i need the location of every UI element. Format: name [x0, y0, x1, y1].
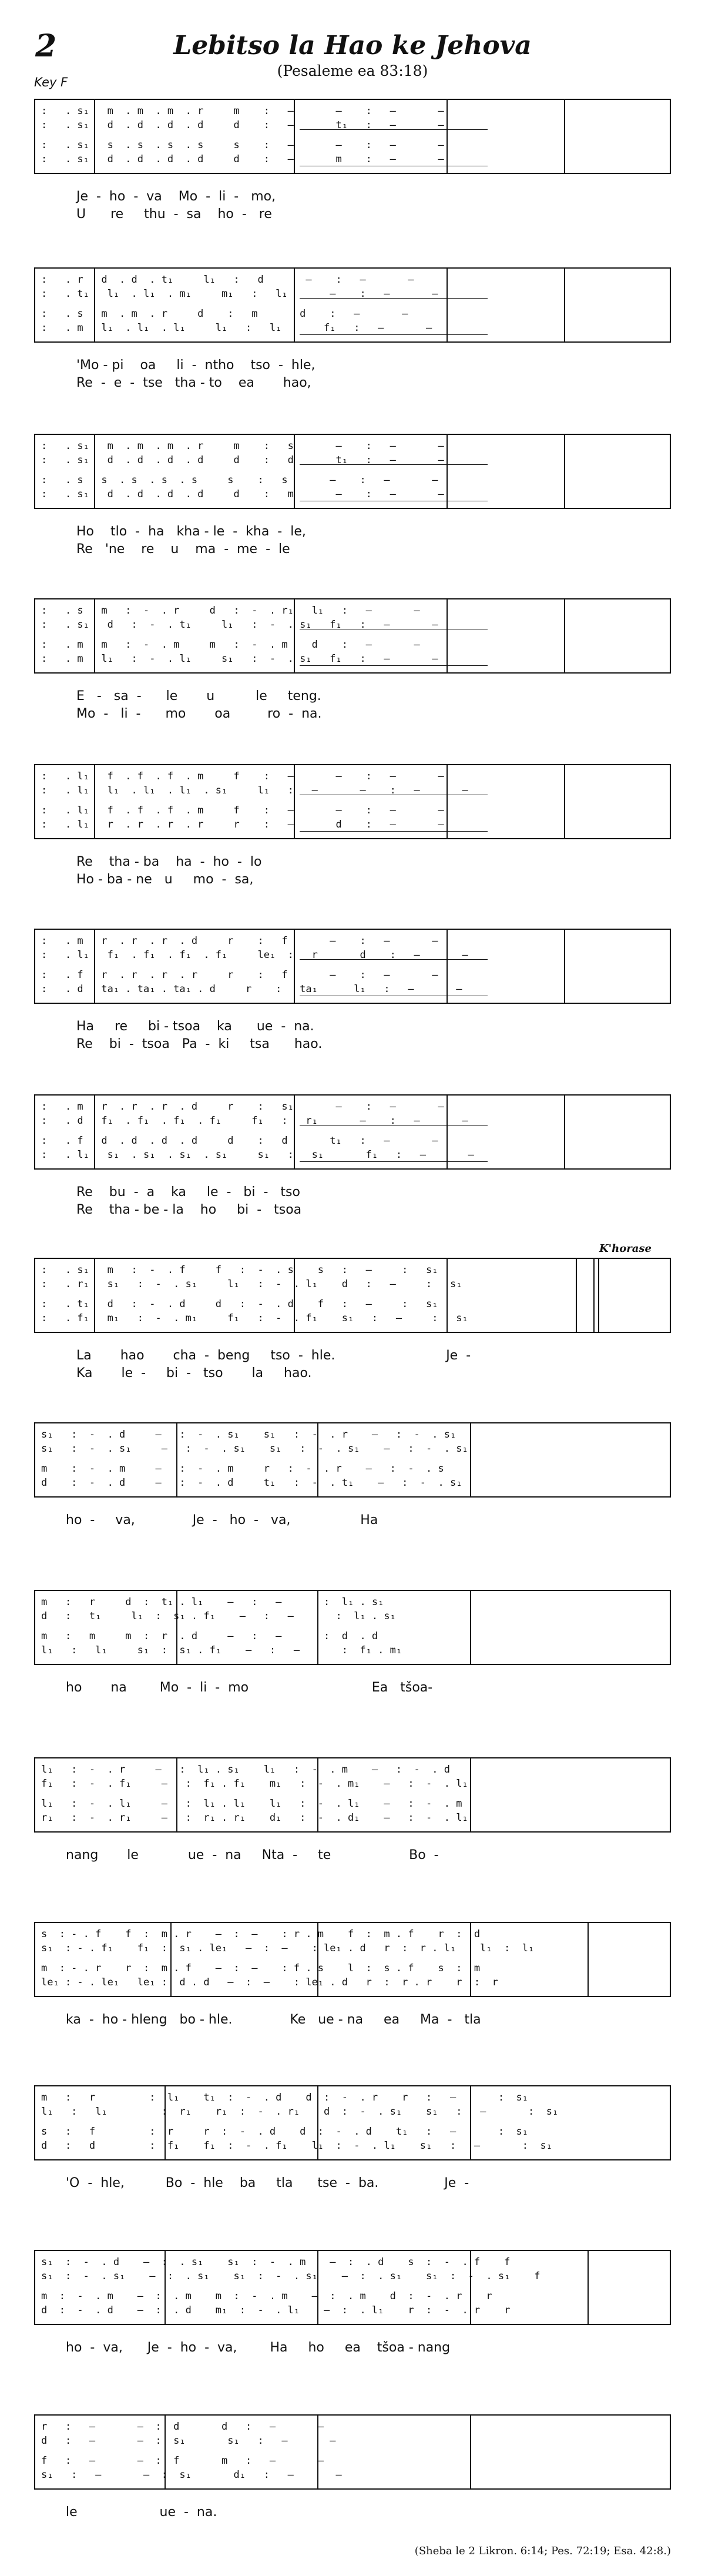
score-system: [0, 1590, 705, 1731]
soprano-row: : . s₁ m . m . m . r m : s — : — —: [41, 440, 444, 452]
lyric-line: Je - ho - va Mo - li - mo,: [76, 189, 276, 204]
tenor-row: s : f : r r : - . d d : - . d t₁ : — : s₁: [41, 2126, 529, 2138]
tonic-solfa-staff: [34, 1258, 671, 1333]
barline: [94, 765, 95, 838]
barline: [94, 269, 95, 341]
lyric-line: nang le ue - na Nta - te Bo -: [66, 1848, 439, 1863]
tie-line: [300, 665, 488, 666]
score-system: [0, 2250, 705, 2391]
tonic-solfa-staff: [34, 764, 671, 839]
barline: [94, 435, 95, 508]
barline: [294, 1096, 295, 1168]
bass-row: : . l₁ s₁ . s₁ . s₁ . s₁ s₁ : s₁ f₁ : — —: [41, 1149, 474, 1161]
barline: [470, 1591, 471, 1664]
tonic-solfa-staff: [34, 1590, 671, 1665]
bass-row: : . m l₁ : - . l₁ s₁ : - . s₁ f₁ : — —: [41, 653, 438, 665]
bass-row: l₁ : l₁ s₁ : s₁ . f₁ — : — : f₁ . m₁: [41, 1644, 402, 1656]
barline: [176, 1591, 177, 1664]
lyric-line: Re bu - a ka le - bi - tso: [76, 1185, 300, 1200]
tenor-row: f : — — : f m : — —: [41, 2455, 324, 2467]
soprano-row: m : r : l₁ t₁ : - . d d : - . r r : — : s₁: [41, 2092, 529, 2103]
barline: [446, 435, 448, 508]
barline: [176, 1758, 177, 1831]
tonic-solfa-staff: [34, 2250, 671, 2325]
barline: [94, 1259, 95, 1332]
barline: [564, 1096, 565, 1168]
alto-row: : . l₁ l₁ . l₁ . l₁ . s₁ l₁ : — — : — —: [41, 785, 468, 796]
barline: [164, 2416, 166, 2488]
tonic-solfa-staff: [34, 2414, 671, 2490]
lyric-line: Ha re bi - tsoa ka ue - na.: [76, 1019, 314, 1034]
lyric-line: 'O - hle, Bo - hle ba tla tse - ba. Je -: [66, 2176, 469, 2190]
tie-line: [300, 298, 488, 299]
tenor-row: : . t₁ d : - . d d : - . d f : — : s₁: [41, 1298, 438, 1310]
barline: [294, 269, 295, 341]
tenor-row: m : - . r r : m . f — : — : f . s l : s . f s : m: [41, 1962, 481, 1974]
barline: [170, 1923, 172, 1996]
barline: [564, 269, 565, 341]
alto-row: : . r₁ s₁ : - . s₁ l₁ : - . l₁ d : — : s₁: [41, 1278, 462, 1290]
barline: [317, 1423, 318, 1496]
barline: [588, 2251, 589, 2324]
barline: [317, 1923, 318, 1996]
tenor-row: m : m m : r . d — : — : d . d: [41, 1630, 378, 1642]
bass-row: : . l₁ r . r . r . r r : — d : — —: [41, 819, 444, 830]
soprano-row: r : — — : d d : — —: [41, 2421, 324, 2433]
barline: [446, 930, 448, 1003]
score-system: [0, 267, 705, 408]
barline: [446, 100, 448, 173]
score-system: [0, 99, 705, 240]
score-system: [0, 2414, 705, 2555]
barline: [294, 930, 295, 1003]
barline: [470, 1923, 471, 1996]
tenor-row: m : - . m — : . m m : - . m — : . m d : - . r r: [41, 2290, 492, 2302]
soprano-row: s₁ : - . d — : . s₁ s₁ : - . m — : . d s : - . f f: [41, 2256, 511, 2268]
lyric-line: ho - va, Je - ho - va, Ha ho ea tšoa - nang: [66, 2340, 451, 2355]
lyric-line: Re tha - ba ha - ho - lo: [76, 855, 262, 869]
double-barline: [593, 1259, 599, 1332]
score-system: [0, 1922, 705, 2063]
alto-row: l₁ : l₁ : r₁ r₁ : - . r₁ d : - . s₁ s₁ : — : s₁: [41, 2106, 559, 2118]
barline: [294, 765, 295, 838]
tenor-row: : . l₁ f . f . f . m f : — — : — —: [41, 805, 444, 816]
barline: [470, 2086, 471, 2159]
score-system: [0, 1242, 705, 1399]
barline: [317, 2416, 318, 2488]
tonic-solfa-staff: [34, 929, 671, 1004]
barline: [446, 599, 448, 672]
score-system: [0, 1094, 705, 1235]
lyric-line: La hao cha - beng tso - hle. Je -: [76, 1348, 471, 1363]
tenor-row: m : - . m — : - . m r : - . r — : - . s: [41, 1463, 444, 1475]
bass-row: d : - . d — : - . d t₁ : - . t₁ — : - . s₁: [41, 1477, 462, 1489]
score-system: [0, 598, 705, 739]
barline: [564, 765, 565, 838]
tonic-solfa-staff: [34, 1422, 671, 1498]
barline: [564, 599, 565, 672]
alto-row: f₁ : - . f₁ — : f₁ . f₁ m₁ : - . m₁ — : - . l₁: [41, 1778, 468, 1790]
tie-line: [300, 1161, 488, 1162]
lyric-line: ka - ho - hleng bo - hle. Ke ue - na ea Ma - tla: [66, 2012, 481, 2027]
soprano-row: : . s₁ m . m . m . r m : — — : — —: [41, 105, 444, 117]
barline: [94, 100, 95, 173]
hymn-title: Lebitso la Hao ke Jehova: [173, 31, 532, 61]
lyric-line: E - sa - le u le teng.: [76, 689, 321, 704]
score-system: [0, 2085, 705, 2226]
tie-line: [300, 959, 488, 960]
footnote: (Sheba le 2 Likron. 6:14; Pes. 72:19; Esa. 42:8.): [414, 2545, 671, 2557]
barline: [470, 2251, 471, 2324]
tenor-row: : . f d . d . d . d d : d t₁ : — —: [41, 1135, 438, 1147]
bass-row: d : - . d — : . d m₁ : - . l₁ — : . l₁ r : - . r r: [41, 2304, 511, 2316]
bass-row: r₁ : - . r₁ — : r₁ . r₁ d₁ : - . d₁ — : - . l₁: [41, 1812, 468, 1824]
alto-row: : . t₁ l₁ . l₁ . m₁ m₁ : l₁ — : — —: [41, 288, 438, 300]
barline: [564, 930, 565, 1003]
bass-row: : . d ta₁ . ta₁ . ta₁ . d r : ta₁ l₁ : — —: [41, 983, 462, 995]
barline: [446, 765, 448, 838]
soprano-row: l₁ : - . r — : l₁ . s₁ l₁ : - . m — : - . d: [41, 1764, 450, 1776]
tonic-solfa-staff: [34, 1922, 671, 1997]
barline: [470, 1423, 471, 1496]
score-system: [0, 764, 705, 905]
alto-row: : . s₁ d . d . d . d d : d t₁ : — —: [41, 454, 444, 466]
soprano-row: m : r d : t₁ . l₁ — : — : l₁ . s₁: [41, 1596, 384, 1608]
soprano-row: : . l₁ f . f . f . m f : — — : — —: [41, 771, 444, 782]
score-system: [0, 1422, 705, 1563]
lyric-line: Ka le - bi - tso la hao.: [76, 1366, 312, 1381]
lyric-line: 'Mo - pi oa li - ntho tso - hle,: [76, 358, 315, 373]
tonic-solfa-staff: [34, 434, 671, 509]
soprano-row: : . m r . r . r . d r : f — : — —: [41, 935, 438, 947]
bass-row: d : d : f₁ f₁ : - . f₁ l₁ : - . l₁ s₁ : — : s₁: [41, 2140, 552, 2152]
lyric-line: Re - e - tse tha - to ea hao,: [76, 376, 311, 390]
tenor-row: : . f r . r . r . r r : f — : — —: [41, 969, 438, 981]
soprano-row: s₁ : - . d — : - . s₁ s₁ : - . r — : - . s₁: [41, 1429, 456, 1441]
bass-row: s₁ : — — : s₁ d₁ : — —: [41, 2469, 342, 2481]
hymn-number: 2: [35, 28, 57, 64]
soprano-row: : . s₁ m : - . f f : - . s s : — : s₁: [41, 1264, 438, 1276]
barline: [294, 435, 295, 508]
tenor-row: : . s s . s . s . s s : s — : — —: [41, 474, 438, 486]
barline: [164, 2251, 166, 2324]
alto-row: : . d f₁ . f₁ . f₁ . f₁ f₁ : r₁ — : — —: [41, 1115, 468, 1127]
alto-row: s₁ : - . s₁ — : - . s₁ s₁ : - . s₁ — : - . s₁: [41, 1443, 468, 1455]
alto-row: d : — — : s₁ s₁ : — —: [41, 2435, 336, 2447]
barline: [446, 269, 448, 341]
lyric-line: Ho tlo - ha kha - le - kha - le,: [76, 524, 306, 539]
tenor-row: l₁ : - . l₁ — : l₁ . l₁ l₁ : - . l₁ — : - . m: [41, 1798, 462, 1810]
bass-row: le₁ : - . le₁ le₁ : d . d — : — : le₁ . d r : r . r r : r: [41, 1977, 498, 1988]
barline: [470, 2416, 471, 2488]
barline: [446, 1096, 448, 1168]
alto-row: : . s₁ d . d . d . d d : — t₁ : — —: [41, 119, 444, 131]
barline: [564, 435, 565, 508]
tonic-solfa-staff: [34, 598, 671, 674]
barline: [564, 100, 565, 173]
lyric-line: Ho - ba - ne u mo - sa,: [76, 872, 254, 887]
barline: [317, 2086, 318, 2159]
barline: [294, 1259, 295, 1332]
chorus-label: K'horase: [599, 1242, 652, 1255]
tonic-solfa-staff: [34, 2085, 671, 2160]
lyric-line: U re thu - sa ho - re: [76, 207, 272, 222]
barline: [317, 1758, 318, 1831]
lyric-line: Mo - li - mo oa ro - na.: [76, 706, 322, 721]
alto-row: : . l₁ f₁ . f₁ . f₁ . f₁ le₁ : r d : — —: [41, 949, 468, 961]
barline: [94, 599, 95, 672]
barline: [294, 100, 295, 173]
tie-line: [300, 129, 488, 130]
lyric-line: ho - va, Je - ho - va, Ha: [66, 1513, 378, 1527]
scripture-reference: (Pesaleme ea 83:18): [277, 62, 428, 79]
tenor-row: : . m m : - . m m : - . m d : — —: [41, 639, 420, 651]
tie-line: [300, 334, 488, 335]
lyric-line: ho na Mo - li - mo Ea tšoa-: [66, 1680, 433, 1695]
score-system: [0, 929, 705, 1070]
score-system: [0, 434, 705, 575]
tonic-solfa-staff: [34, 267, 671, 343]
tie-line: [300, 831, 488, 832]
bass-row: : . f₁ m₁ : - . m₁ f₁ : - . f₁ s₁ : — : s₁: [41, 1312, 468, 1324]
barline: [446, 1259, 448, 1332]
barline: [470, 1758, 471, 1831]
alto-row: : . s₁ d : - . t₁ l₁ : - . s₁ f₁ : — —: [41, 619, 438, 631]
barline: [164, 2086, 166, 2159]
tonic-solfa-staff: [34, 99, 671, 174]
tonic-solfa-staff: [34, 1757, 671, 1833]
lyric-line: Re 'ne re u ma - me - le: [76, 542, 290, 557]
bass-row: : . m l₁ . l₁ . l₁ l₁ : l₁ f₁ : — —: [41, 322, 432, 334]
alto-row: s₁ : - . f₁ f₁ : s₁ . le₁ — : — : le₁ . d r : r . l₁ l₁ : l₁: [41, 1942, 535, 1954]
bass-row: : . s₁ d . d . d . d d : — m : — —: [41, 153, 444, 165]
soprano-row: : . r d . d . t₁ l₁ : d — : — —: [41, 274, 414, 286]
barline: [317, 2251, 318, 2324]
soprano-row: : . m r . r . r . d r : s₁ — : — —: [41, 1101, 444, 1113]
lyric-line: le ue - na.: [66, 2505, 217, 2520]
bass-row: : . s₁ d . d . d . d d : m — : — —: [41, 488, 444, 500]
barline: [94, 1096, 95, 1168]
barline: [576, 1259, 577, 1332]
tonic-solfa-staff: [34, 1094, 671, 1170]
score-system: [0, 1757, 705, 1898]
barline: [317, 1591, 318, 1664]
lyric-line: Re bi - tsoa Pa - ki tsa hao.: [76, 1037, 323, 1051]
tenor-row: : . s m . m . r d : m d : — —: [41, 308, 408, 320]
soprano-row: s : - . f f : m . r — : — : r . m f : m . f r : d: [41, 1928, 481, 1940]
barline: [294, 599, 295, 672]
lyric-line: Re tha - be - la ho bi - tsoa: [76, 1202, 302, 1217]
soprano-row: : . s m : - . r d : - . r₁ l₁ : — —: [41, 605, 420, 617]
alto-row: d : t₁ l₁ : s₁ . f₁ — : — : l₁ . s₁: [41, 1610, 396, 1622]
barline: [588, 1923, 589, 1996]
key-signature: Key F: [34, 75, 68, 89]
alto-row: s₁ : - . s₁ — : . s₁ s₁ : - . s₁ — : . s₁ s₁ : - . s₁ f: [41, 2270, 540, 2282]
barline: [176, 1423, 177, 1496]
barline: [94, 930, 95, 1003]
tenor-row: : . s₁ s . s . s . s s : — — : — —: [41, 139, 444, 151]
tie-line: [300, 464, 488, 465]
